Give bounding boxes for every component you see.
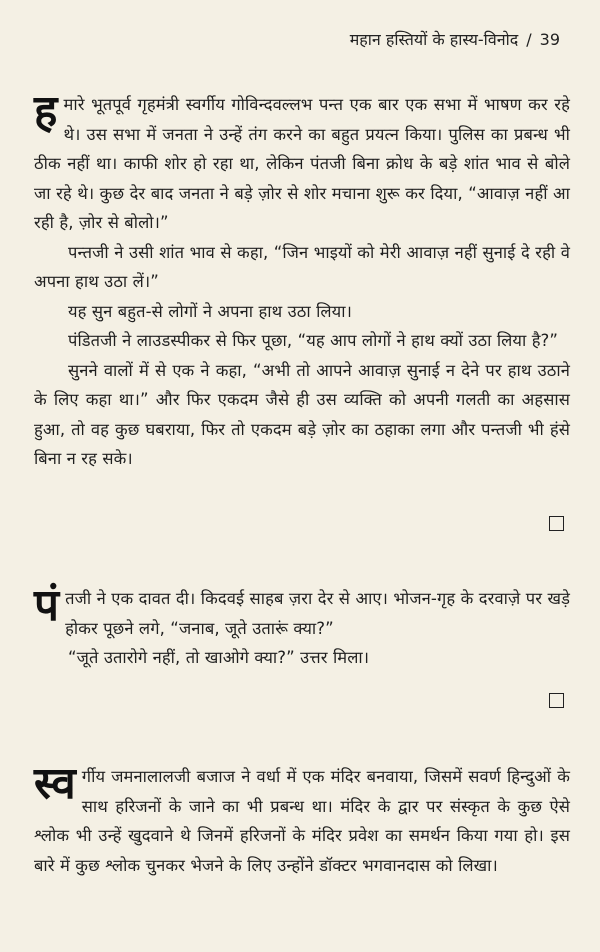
- paragraph: सुनने वालों में से एक ने कहा, “अभी तो आपने आवाज़ सुनाई न देने पर हाथ उठाने के लिए कहा था।” और फिर एकदम जैसे ही उस व्यक्ति को अपनी गलती का अहसास हुआ, तो वह कुछ घबराया, फिर तो एकदम बड़े ज़ोर का ठहाका लगा और पन्तजी भी हंसे बिना न रह सके।: [34, 360, 570, 468]
- page-number: 39: [539, 30, 560, 49]
- paragraph: यह सुन बहुत-से लोगों ने अपना हाथ उठा लिया।: [68, 301, 352, 321]
- paragraph-text: तजी ने एक दावत दी। किदवई साहब ज़रा देर से आए। भोजन-गृह के दरवाज़े पर खड़े होकर पूछने लगे, “जनाब, जूते उतारूं क्या?”: [65, 589, 570, 638]
- anecdote-bajaj-temple: [34, 758, 570, 880]
- anecdote-pant-microphone: [34, 86, 570, 474]
- anecdote-kidwai-shoes: [34, 580, 570, 673]
- paragraph: पन्तजी ने उसी शांत भाव से कहा, “जिन भाइयों को मेरी आवाज़ नहीं सुनाई दे रही वे अपना हाथ उठा लें।”: [34, 242, 570, 291]
- section-end-box: [549, 693, 564, 708]
- book-title: महान हस्तियों के हास्य-विनोद: [349, 30, 519, 49]
- paragraph: [34, 758, 570, 880]
- paragraph: [34, 86, 570, 238]
- paragraph: [34, 580, 570, 643]
- running-header: [300, 28, 560, 50]
- drop-cap: पं: [34, 580, 60, 631]
- paragraph: “जूते उतारोगे नहीं, तो खाओगे क्या?” उत्तर मिला।: [68, 648, 370, 667]
- paragraph-text: र्गीय जमनालालजी बजाज ने वर्धा में एक मंदिर बनवाया, जिसमें सवर्ण हिन्दुओं के साथ हरिजनों के जाने का भी प्रबन्ध था। मंदिर के द्वार पर संस्कृत के कुछ ऐसे श्लोक भी उन्हें खुदवाने थे जिनमें हरिजनों के मंदिर प्रवेश का समर्थन किया गया हो। इस बारे में कुछ श्लोक चुनकर भेजने के लिए उन्होंने डॉक्टर भगवानदास को लिखा।: [34, 767, 570, 875]
- header-separator: /: [526, 30, 532, 49]
- paragraph: पंडितजी ने लाउडस्पीकर से फिर पूछा, “यह आप लोगों ने हाथ क्यों उठा लिया है?”: [68, 331, 559, 350]
- section-end-box: [549, 516, 564, 531]
- paragraph-text: मारे भूतपूर्व गृहमंत्री स्वर्गीय गोविन्दवल्लभ पन्त एक बार एक सभा में भाषण कर रहे थे। उस सभा में जनता ने उन्हें तंग करने का बहुत प्रयत्न किया। पुलिस का प्रबन्ध भी ठीक नहीं था। काफी शोर हो रहा था, लेकिन पंतजी बिना क्रोध के बड़े शांत भाव से बोले जा रहे थे। कुछ देर बाद जनता ने बड़े ज़ोर से शोर मचाना शुरू कर दिया, “आवाज़ नहीं आ रही है, ज़ोर से बोलो।”: [34, 95, 570, 232]
- drop-cap: स्व: [34, 758, 76, 809]
- drop-cap: ह: [34, 86, 58, 137]
